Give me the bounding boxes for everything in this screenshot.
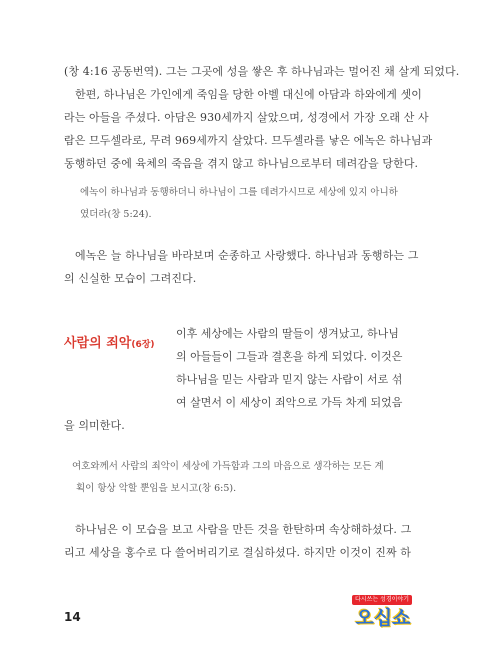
logo-banner: 다시쓰는 성경이야기: [352, 595, 412, 605]
text-line: 이후 세상에는 사람의 딸들이 생겨났고, 하나님: [176, 327, 399, 340]
text-line: 리고 세상을 홍수로 다 쓸어버리기로 결심하셨다. 하지만 이것이 진짜 하: [64, 546, 412, 559]
logo-word: 오십쇼: [355, 607, 411, 629]
text-line: 을 의미한다.: [64, 419, 125, 432]
quote-line: 여호와께서 사람의 죄악이 세상에 가득함과 그의 마음으로 생각하는 모든 계: [72, 461, 384, 472]
text-line: 에녹은 늘 하나님을 바라보며 순종하고 사랑했다. 하나님과 동행하는 그: [75, 249, 419, 262]
text-line: 의 아들들이 그들과 결혼을 하게 되었다. 이것은: [176, 350, 403, 363]
section-paragraph: [176, 322, 444, 414]
quote-line: 획이 항상 악할 뿐임을 보시고(창 6:5).: [76, 483, 237, 494]
text-line: 하나님은 이 모습을 보고 사람을 만든 것을 한탄하며 속상해하셨다. 그: [75, 523, 412, 536]
scripture-quote-enoch: [80, 182, 398, 226]
section-heading: [64, 332, 155, 351]
paragraph-cain-seth-enoch: [64, 60, 460, 175]
section-heading-title: 사람의 죄악: [64, 336, 132, 351]
paragraph-flood: [64, 518, 440, 564]
publisher-logo: [338, 595, 428, 629]
quote-line: 였더라(창 5:24).: [80, 209, 152, 220]
page-number: 14: [64, 610, 81, 624]
text-line: (창 4:16 공동번역). 그는 그곳에 성을 쌓은 후 하나님과는 멀어진 채 살게 되었다.: [64, 65, 460, 78]
section-paragraph-tail: [64, 414, 440, 437]
section-heading-chapter: (6장): [131, 340, 155, 350]
text-line: 람은 므두셀라로, 무려 969세까지 살았다. 므두셀라를 낳은 에녹은 하나님과: [64, 134, 433, 147]
text-line: 라는 아들을 주셨다. 아담은 930세까지 살았으며, 성경에서 가장 오래 산 사: [64, 111, 429, 124]
scripture-quote-wickedness: [72, 456, 384, 500]
text-line: 하나님을 믿는 사람과 믿지 않는 사람이 서로 섞: [176, 373, 403, 386]
quote-line: 에녹이 하나님과 동행하더니 하나님이 그를 데려가시므로 세상에 있지 아니하: [80, 187, 398, 198]
text-line: 의 신실한 모습이 그려진다.: [64, 272, 197, 285]
text-line: 동행하던 중에 육체의 죽음을 겪지 않고 하나님으로부터 데려감을 당한다.: [64, 157, 419, 170]
text-line: 한편, 하나님은 가인에게 죽임을 당한 아벨 대신에 아담과 하와에게 셋이: [75, 88, 423, 101]
text-line: 여 살면서 이 세상이 죄악으로 가득 차게 되었음: [176, 396, 403, 409]
paragraph-enoch-obedience: [64, 244, 440, 290]
